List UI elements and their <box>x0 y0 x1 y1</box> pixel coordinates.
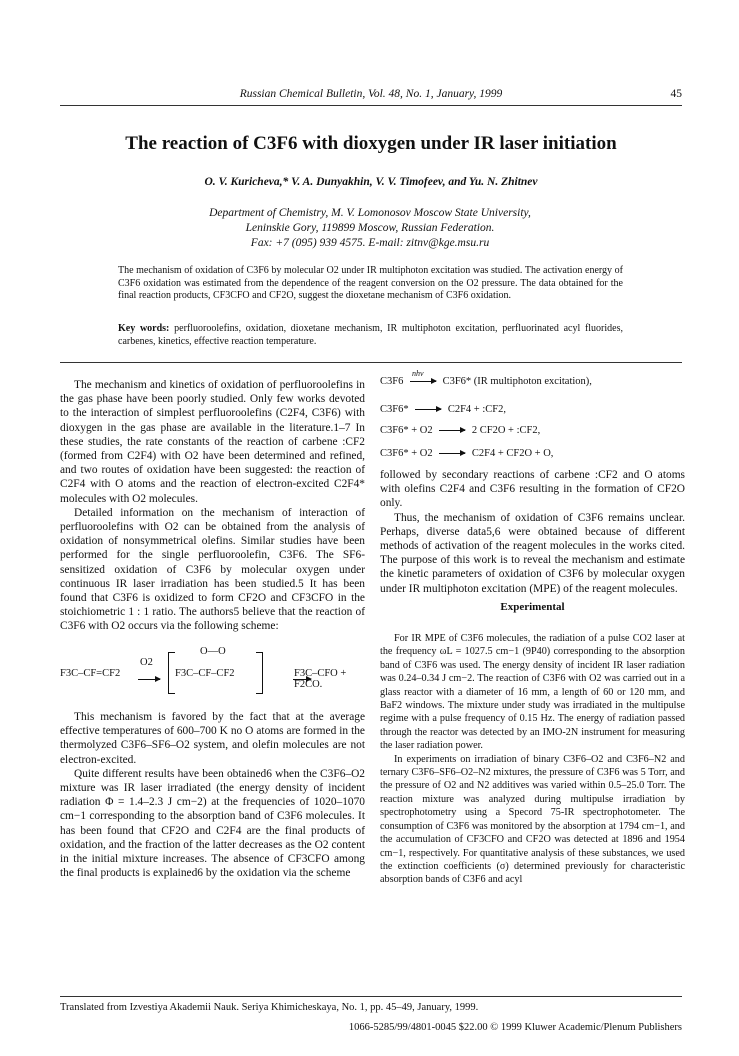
scheme-ring-top: O—O <box>200 646 226 657</box>
scheme-reagent: O2 <box>140 657 153 668</box>
scheme-intermediate: F3C–CF–CF2 <box>175 668 235 679</box>
scheme-products: F3C–CFO + F2CO. <box>294 668 347 690</box>
abstract <box>118 265 623 303</box>
paragraph: For IR MPE of C3F6 molecules, the radiation of a pulse CO2 laser at the frequency ωL = 1027.5 cm−1 (9P40) corresponding to the absorption band of C3F6 was used. The energy density of incident IR laser radiation was 0.24–0.34 J cm−2. The reaction of C3F6 with O2 was carried out in a glass reactor with a diameter of 16 mm, a length of 60 or 120 mm, and BaF2 windows. The mixture under study was irradiated in the multipulse regime with a pulse frequency of 0.15 Hz. The energy of radiation passed through the reactor was detected by an IMO-2N instrument for measuring the laser radiation power. <box>380 633 685 752</box>
reaction-arrow <box>138 679 160 680</box>
reaction-arrow <box>415 409 441 410</box>
page-number: 45 <box>670 88 682 100</box>
translation-note: Translated from Izvestiya Akademii Nauk. Seriya Khimicheskaya, No. 1, pp. 45–49, January, 1999. <box>60 1002 479 1013</box>
reaction-equation: C3F6* C2F4 + :CF2, <box>380 404 506 415</box>
section-heading: Experimental <box>500 601 565 613</box>
affiliation-line: Department of Chemistry, M. V. Lomonosov Moscow State University, <box>209 207 531 219</box>
experimental-text <box>380 632 685 887</box>
paper-title: The reaction of C3F6 with dioxygen under IR laser initiation <box>125 133 617 154</box>
paragraph: This mechanism is favored by the fact that at the average effective temperatures of 600–700 K no O atoms are formed in the thermolyzed C3F6–SF6–O2 system, and olefin molecules are not electron-excited. <box>60 711 365 766</box>
keywords-text: perfluoroolefins, oxidation, dioxetane mechanism, IR multiphoton excitation, perfluorinated acyl fluorides, carbenes, kinetics, effective reaction temperature. <box>118 323 623 347</box>
header-rule <box>60 105 682 106</box>
left-column <box>60 378 365 634</box>
running-header: Russian Chemical Bulletin, Vol. 48, No. 1, January, 1999 <box>239 88 503 100</box>
reaction-equation: C3F6* + O2 C2F4 + CF2O + O, <box>380 448 554 459</box>
paragraph: Quite different results have been obtained6 when the C3F6–O2 mixture was IR laser irradiated (the energy density of incident radiation Φ = 1.4–2.3 J cm−2) at the frequencies of 1020–1070 cm−1 corresponding to the absorption band of C3F6 molecules. It has been found that CF2O and C2F4 are the final products of oxidation, and the fraction of the latter decreases as the O2 content in the initial mixture increases. The absence of CF3CFO among the final products is explained6 by the oxidation via the scheme <box>60 767 365 880</box>
affiliation-contact: Fax: +7 (095) 939 4575. E-mail: zitnv@kge.msu.ru <box>250 237 490 249</box>
author-list: O. V. Kuricheva,* V. A. Dunyakhin, V. V. Timofeev, and Yu. N. Zhitnev <box>204 176 538 188</box>
keywords <box>118 323 623 348</box>
footer-rule <box>60 996 682 997</box>
right-column <box>380 468 685 596</box>
paragraph: The mechanism and kinetics of oxidation of perfluoroolefins in the gas phase have been poorly studied. Only few works devoted to the interaction of simplest perfluoroolefins (C2F4, C3F6) with dioxygen in the gas phase are available in the literature.1–7 In these studies, the rate constants of the reaction of carbene :CF2 (formed from C2F4) with O2 have been determined and refined, and two routes of oxidation have been suggested: the reaction of C2F4 with O atoms and the reaction of electron-excited C2F4* molecules with O2 molecules. <box>60 379 365 505</box>
paragraph: Thus, the mechanism of oxidation of C3F6 remains unclear. Perhaps, diverse data5,6 were obtained because of different methods of activation of the reagent molecules in the works cited. The purpose of this work is to reveal the mechanism and estimate the kinetic parameters of oxidation of C3F6 by molecular oxygen under IR multiphoton excitation (MPE) of the reagent molecules. <box>380 511 685 595</box>
reaction-equation: C3F6 nhν C3F6* (IR multiphoton excitation), <box>380 369 592 387</box>
scheme-reactant: F3C–CF=CF2 <box>60 668 121 679</box>
keywords-label: Key words: <box>118 323 170 334</box>
affiliation-line: Leninskie Gory, 119899 Moscow, Russian Federation. <box>245 222 495 234</box>
reaction-arrow <box>439 430 465 431</box>
copyright-line: 1066-5285/99/4801-0045 $22.00 © 1999 Kluwer Academic/Plenum Publishers <box>348 1022 682 1033</box>
paragraph: Detailed information on the mechanism of interaction of perfluoroolefins with O2 can be obtained from the analysis of oxidation of nonsymmetrical olefins. Similar studies have been performed for the single perfluoroolefin, C3F6. The SF6-sensitized oxidation of C3F6 by molecular oxygen under continuous IR laser irradiation has been studied.5 It has been found that C3F6 is oxidized to form CF2O and CF3CFO in the stoichiometric 1 : 1 ratio. The authors5 believe that the reaction of C3F6 with O2 occurs via the following scheme: <box>60 506 365 633</box>
paragraph: followed by secondary reactions of carbene :CF2 and O atoms with olefins C2F4 and C3F6 resulting in the formation of CF2O only. <box>380 469 685 510</box>
affiliation <box>120 206 620 251</box>
bracket-left <box>168 652 175 694</box>
reaction-equation: C3F6* + O2 2 CF2O + :CF2, <box>380 425 541 436</box>
oxidation-scheme <box>60 646 365 696</box>
left-column-continued <box>60 710 365 880</box>
abstract-text: The mechanism of oxidation of C3F6 by molecular O2 under IR multiphoton excitation was studied. The activation energy of C3F6 oxidation was estimated from the dependence of the reagent conversion on the O2 pressure. The data obtained for the final reaction products, CF3CFO and CF2O, suggest the dioxetane mechanism of C3F6 oxidation. <box>118 265 623 302</box>
reaction-arrow <box>439 453 465 454</box>
bracket-right <box>256 652 263 694</box>
paragraph: In experiments on irradiation of binary C3F6–O2 and C3F6–N2 and ternary C3F6–SF6–O2–N2 mixtures, the pressure of C3F6 was 5 Torr, and the pressure of O2 and N2 additives was varied within 0.5–25.0 Torr. The reaction mixture was analyzed during multipulse irradiation by spectrophotometry using a Specord 75-IR spectrophotometer. The consumption of C3F6 was monitored by the absorption at 1794 cm−1, and the accumulation of CF3CFO and CF2O was detected at 1896 and 1954 cm−1, respectively. For quantitative analysis of these substances, we used the extinction coefficients (σ) determined previously for characteristic absorption bands of C3F6 and acyl <box>380 753 685 886</box>
abstract-rule <box>60 362 682 363</box>
reaction-arrow: nhν <box>410 381 436 382</box>
